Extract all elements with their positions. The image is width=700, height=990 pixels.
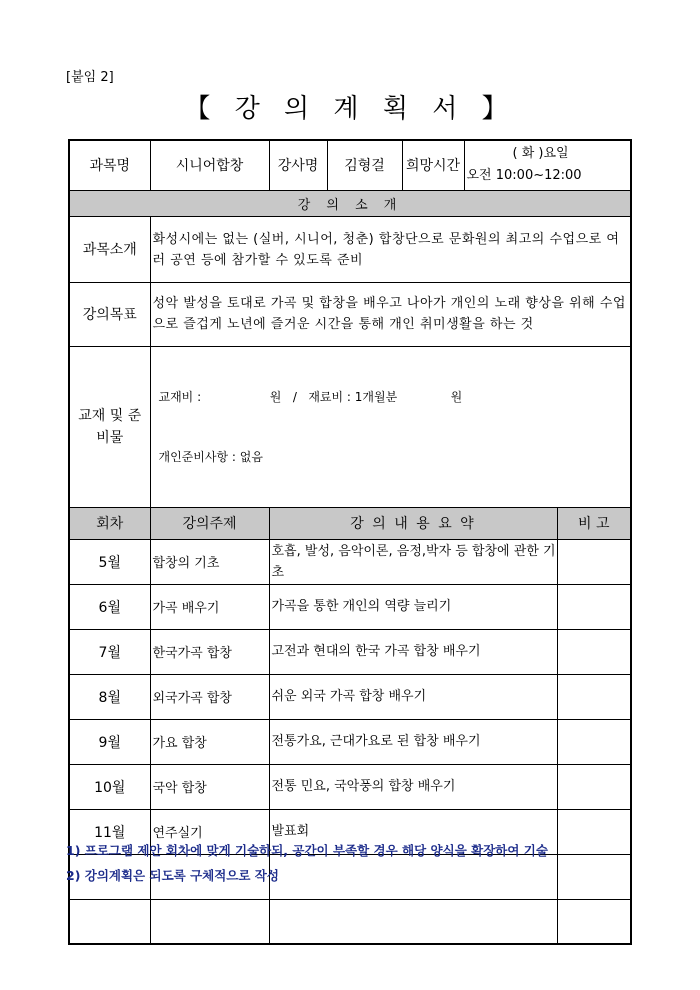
overview-text: 화성시에는 없는 (실버, 시니어, 청춘) 합창단으로 문화원의 최고의 수업으로 여러 공연 등에 참가할 수 있도록 준비	[150, 216, 631, 282]
lecture-plan-table	[68, 139, 632, 945]
intro-header	[69, 190, 631, 216]
table-row	[69, 629, 631, 674]
materials-label: 교재 및 준비물	[69, 346, 150, 507]
session-cell: 6월	[69, 584, 150, 629]
table-row	[69, 764, 631, 809]
table-row	[69, 674, 631, 719]
table-row	[69, 539, 631, 584]
topic-cell: 국악 합창	[150, 764, 269, 809]
topic-cell	[150, 899, 269, 944]
intro-header-text: 강 의 소 개	[297, 197, 403, 213]
summary-cell: 고전과 현대의 한국 가곡 합창 배우기	[269, 629, 557, 674]
session-cell: 5월	[69, 539, 150, 584]
instructor-label: 강사명	[269, 140, 327, 190]
time-cell	[464, 140, 631, 190]
topic-cell: 합창의 기초	[150, 539, 269, 584]
summary-cell: 전통가요, 근대가요로 된 합창 배우기	[269, 719, 557, 764]
summary-cell: 발표회	[269, 809, 557, 854]
summary-cell	[269, 899, 557, 944]
note-1: 1) 프로그램 제안 회차에 맞게 기술하되, 공간이 부족할 경우 해당 양식을 확장하여 기술	[66, 843, 548, 858]
session-cell: 10월	[69, 764, 150, 809]
remarks-cell	[557, 539, 631, 584]
table-row	[69, 899, 631, 944]
summary-cell	[269, 854, 557, 899]
session-cell: 11월	[69, 809, 150, 854]
session-cell: 9월	[69, 719, 150, 764]
session-header: 회차	[69, 507, 150, 539]
time-value: 오전 10:00~12:00	[466, 168, 582, 184]
topic-cell: 가곡 배우기	[150, 584, 269, 629]
summary-cell: 전통 민요, 국악풍의 합창 배우기	[269, 764, 557, 809]
materials-line2: 개인준비사항 : 없음	[158, 449, 263, 464]
table-row	[69, 719, 631, 764]
session-cell	[69, 899, 150, 944]
summary-header: 강 의 내 용 요 약	[269, 507, 557, 539]
summary-cell: 호흡, 발성, 음악이론, 음정,박자 등 합창에 관한 기초	[269, 539, 557, 584]
remarks-header: 비 고	[557, 507, 631, 539]
table-row	[69, 584, 631, 629]
schedule-header-row	[69, 507, 631, 539]
remarks-cell	[557, 719, 631, 764]
remarks-cell	[557, 764, 631, 809]
remarks-cell	[557, 674, 631, 719]
course-value: 시니어합창	[150, 140, 269, 190]
time-label: 희망시간	[402, 140, 464, 190]
instructor-value: 김형걸	[327, 140, 402, 190]
topic-cell: 외국가곡 합창	[150, 674, 269, 719]
remarks-cell	[557, 809, 631, 854]
goal-text: 성악 발성을 토대로 가곡 및 합창을 배우고 나아가 개인의 노래 향상을 위해 수업으로 즐겁게 노년에 즐거운 시간을 통해 개인 취미생활을 하는 것	[150, 282, 631, 346]
summary-cell: 가곡을 통한 개인의 역량 늘리기	[269, 584, 557, 629]
remarks-cell	[557, 854, 631, 899]
topic-cell: 한국가곡 합창	[150, 629, 269, 674]
page-title: 【 강 의 계 획 서 】	[184, 94, 516, 124]
course-label: 과목명	[69, 140, 150, 190]
note-2: 2) 강의계획은 되도록 구체적으로 작성	[66, 868, 279, 883]
summary-cell: 쉬운 외국 가곡 합창 배우기	[269, 674, 557, 719]
remarks-cell	[557, 629, 631, 674]
remarks-cell	[557, 899, 631, 944]
day-value: ( 화 )요일	[512, 146, 569, 162]
info-row	[69, 140, 631, 190]
materials-line1: 교재비 : 원 / 재료비 : 1개월분 원	[158, 389, 463, 404]
topic-cell: 연주실기	[150, 809, 269, 854]
remarks-cell	[557, 584, 631, 629]
topic-cell: 가요 합창	[150, 719, 269, 764]
topic-header: 강의주제	[150, 507, 269, 539]
session-cell: 7월	[69, 629, 150, 674]
goal-label: 강의목표	[69, 282, 150, 346]
materials-cell	[150, 346, 631, 507]
attachment-label: [붙임 2]	[66, 70, 114, 85]
overview-label: 과목소개	[69, 216, 150, 282]
session-cell: 8월	[69, 674, 150, 719]
